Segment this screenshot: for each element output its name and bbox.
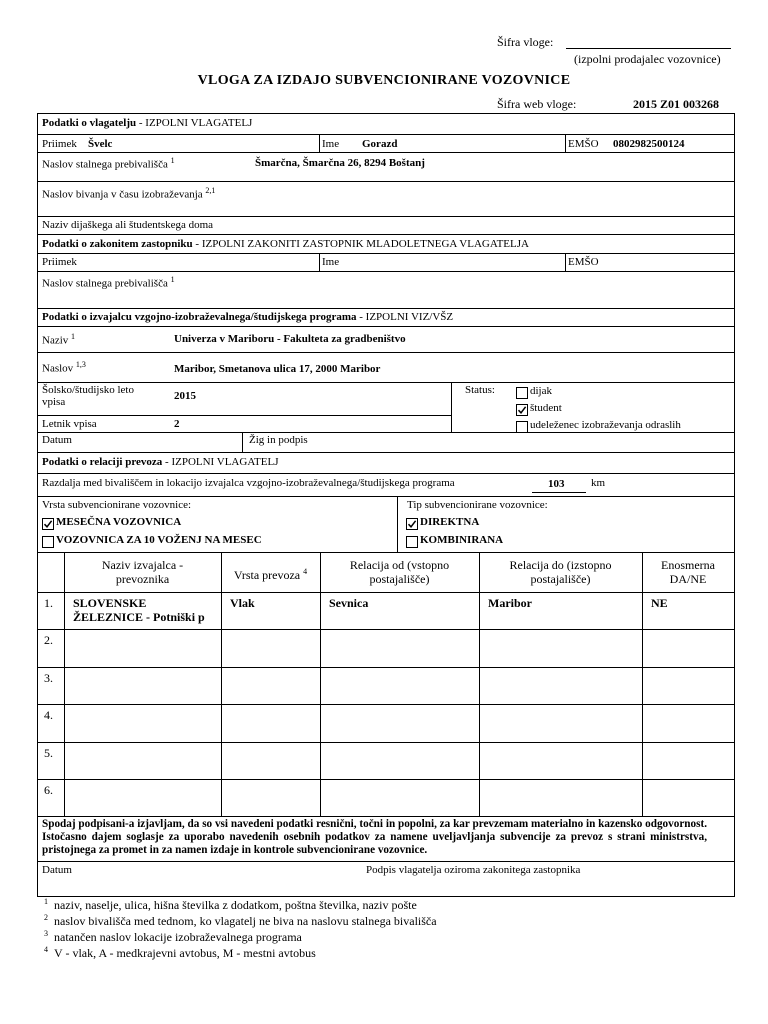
checkmark-icon — [517, 405, 527, 415]
institution-year-value[interactable]: 2015 — [174, 390, 196, 402]
table-cell[interactable]: Vlak — [230, 596, 255, 610]
distance-label: Razdalja med bivališčem in lokacijo izvajalca vzgojno-izobraževalnega/študijskega programa — [42, 477, 455, 489]
applicant-surname-label: Priimek — [42, 138, 77, 150]
declaration-signature-label: Podpis vlagatelja oziroma zakonitega zastopnika — [366, 864, 581, 876]
table-header-3: Relacija od (vstopno postajališče) — [349, 558, 450, 586]
applicant-surname-value[interactable]: Švelc — [88, 138, 113, 150]
table-cell[interactable]: Maribor — [488, 596, 532, 610]
route-section-title: Podatki o relaciji prevoza — [42, 456, 163, 468]
guardian-name-label: Ime — [322, 256, 340, 268]
ticket-type-checkbox-10rides[interactable] — [42, 536, 54, 548]
footnote: $^4$ V - vlak, A - medkrajevni avtobus, M - mestni avtobus — [44, 945, 316, 960]
table-cell[interactable]: 1. — [44, 596, 53, 610]
institution-grade-value[interactable]: 2 — [174, 418, 180, 430]
guardian-section-note: - IZPOLNI ZAKONITI ZASTOPNIK MLADOLETNEGA VLAGATELJA — [195, 238, 529, 250]
status-label-dijak: dijak — [530, 385, 552, 397]
table-cell[interactable]: Sevnica — [329, 596, 369, 610]
applicant-emso-value[interactable]: 0802982500124 — [613, 138, 685, 150]
table-cell[interactable]: 4. — [44, 708, 53, 722]
institution-name-label: Naziv $^1$ — [42, 332, 76, 347]
table-cell[interactable]: NE — [651, 596, 668, 610]
ticket-type-label-monthly: MESEČNA VOZOVNICA — [56, 516, 182, 528]
ticket-kind-checkbox-direct[interactable] — [406, 518, 418, 530]
distance-value[interactable]: 103 — [548, 478, 565, 490]
institution-address-label: Naslov $^{1,3}$ — [42, 360, 86, 375]
table-cell[interactable]: SLOVENSKE ŽELEZNICE - Potniški p — [73, 596, 205, 624]
applicant-section-title: Podatki o vlagatelju — [42, 117, 137, 129]
ticket-type-label-10rides: VOZOVNICA ZA 10 VOŽENJ NA MESEC — [56, 534, 262, 546]
code-field[interactable] — [566, 48, 731, 49]
table-header-5: Enosmerna DA/NE — [661, 558, 715, 586]
applicant-dorm-label: Naziv dijaškega ali študentskega doma — [42, 219, 214, 231]
applicant-temp-address-label: Naslov bivanja v času izobraževanja $^{2,1}$ — [42, 186, 216, 201]
status-checkbox-student[interactable] — [516, 404, 528, 416]
table-cell[interactable]: 2. — [44, 633, 53, 647]
code-note: (izpolni prodajalec vozovnice) — [574, 52, 721, 66]
applicant-address-label: Naslov stalnega prebivališča $^1$ — [42, 156, 175, 171]
route-section-note: - IZPOLNI VLAGATELJ — [165, 456, 279, 468]
table-cell[interactable]: 3. — [44, 671, 53, 685]
institution-stamp-label: Žig in podpis — [249, 434, 308, 446]
institution-section-heading — [42, 311, 453, 323]
ticket-type-label: Vrsta subvencionirane vozovnice: — [42, 499, 192, 511]
page-title: VLOGA ZA IZDAJO SUBVENCIONIRANE VOZOVNICE — [197, 73, 571, 88]
footnote: $^1$ naziv, naselje, ulica, hišna številka z dodatkom, poštna številka, naziv pošte — [44, 897, 417, 912]
table-header-2: Vrsta prevoza $^4$ — [233, 567, 308, 582]
web-code-value: 2015 Z01 003268 — [633, 97, 720, 111]
ticket-kind-label-direct: DIREKTNA — [420, 516, 480, 528]
table-header-4: Relacija do (izstopno postajališče) — [509, 558, 612, 586]
ticket-kind-checkbox-combined[interactable] — [406, 536, 418, 548]
ticket-kind-label: Tip subvencionirane vozovnice: — [407, 499, 548, 511]
route-section-heading — [42, 456, 278, 468]
institution-year-label: Šolsko/študijsko leto vpisa — [42, 384, 134, 408]
ticket-kind-label-combined: KOMBINIRANA — [420, 534, 504, 546]
declaration-text: Spodaj podpisani-a izjavljam, da so vsi navedeni podatki resnični, točni in popolni, za kar prevzemam materialno in kazensko odgovornost. Istočasno dajem soglasje za uporabo navedenih osebnih podatkov za namene uveljavljanja subvencije za prevoz s strani ministrstva, pristojnega za promet in za namen izdaje in kontrole subvencionirane vozovnice. — [42, 818, 707, 856]
status-label-adult: udeleženec izobraževanja odraslih — [530, 419, 681, 431]
table-cell[interactable]: 6. — [44, 783, 53, 797]
footnote: $^2$ naslov bivališča med tednom, ko vlagatelj ne biva na naslovu stalnega bivališča — [44, 913, 437, 928]
distance-unit: km — [591, 477, 606, 489]
web-code-label: Šifra web vloge: — [497, 97, 577, 111]
checkmark-icon — [407, 519, 417, 529]
applicant-address-value[interactable]: Šmarčna, Šmarčna 26, 8294 Boštanj — [255, 157, 425, 169]
institution-name-value[interactable]: Univerza v Mariboru - Fakulteta za gradbeništvo — [174, 333, 406, 345]
declaration-date-label: Datum — [42, 864, 72, 876]
applicant-name-value[interactable]: Gorazd — [362, 138, 398, 150]
applicant-section-heading — [42, 117, 252, 129]
table-cell[interactable]: 5. — [44, 746, 53, 760]
checkmark-icon — [43, 519, 53, 529]
footnote: $^3$ natančen naslov lokacije izobraževalnega programa — [44, 929, 302, 944]
institution-grade-label: Letnik vpisa — [42, 418, 97, 430]
ticket-type-checkbox-monthly[interactable] — [42, 518, 54, 530]
table-header-1: Naziv izvajalca - prevoznika — [101, 558, 184, 586]
guardian-address-label: Naslov stalnega prebivališča $^1$ — [42, 275, 175, 290]
guardian-section-heading — [42, 238, 529, 250]
guardian-emso-label: EMŠO — [568, 256, 599, 268]
status-label-student: študent — [530, 402, 562, 414]
institution-section-title: Podatki o izvajalcu vzgojno-izobraževalnega/študijskega programa — [42, 311, 357, 323]
institution-address-value[interactable]: Maribor, Smetanova ulica 17, 2000 Maribor — [174, 363, 381, 375]
institution-section-note: - IZPOLNI VIZ/VŠZ — [359, 311, 454, 323]
applicant-emso-label: EMŠO — [568, 138, 599, 150]
guardian-surname-label: Priimek — [42, 256, 77, 268]
applicant-name-label: Ime — [322, 138, 340, 150]
guardian-section-title: Podatki o zakonitem zastopniku — [42, 238, 193, 250]
institution-date-label: Datum — [42, 434, 72, 446]
status-checkbox-dijak[interactable] — [516, 387, 528, 399]
status-label: Status: — [465, 384, 495, 396]
applicant-section-note: - IZPOLNI VLAGATELJ — [138, 117, 253, 129]
code-label: Šifra vloge: — [497, 35, 554, 49]
